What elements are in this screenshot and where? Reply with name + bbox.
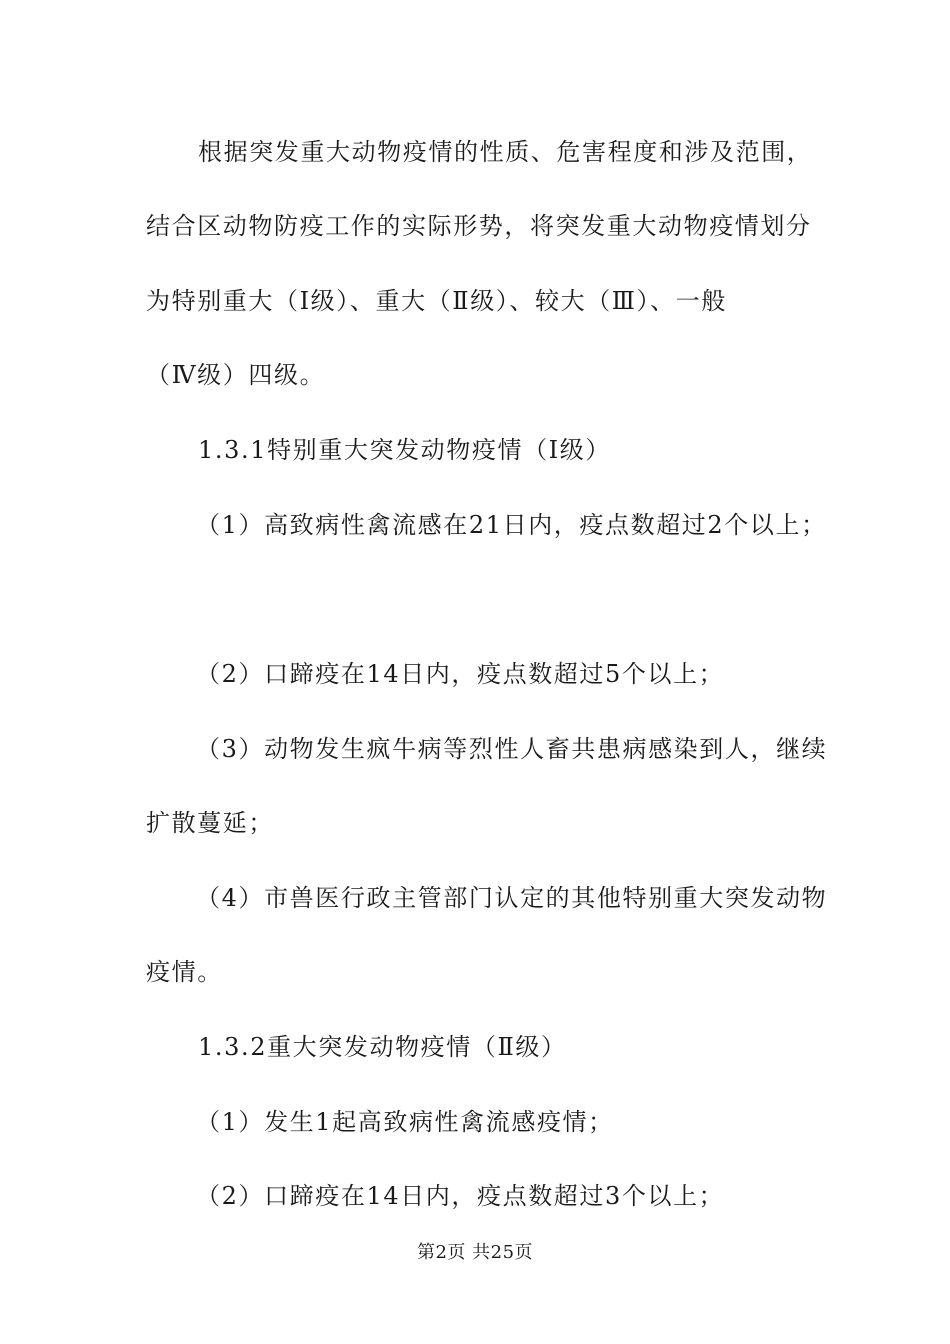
page-number-footer: 第2页 共25页 <box>416 1242 534 1263</box>
list-item: （2）口蹄疫在14日内，疫点数超过5个以上； <box>196 660 725 688</box>
list-item: （2）口蹄疫在14日内，疫点数超过3个以上； <box>196 1182 725 1210</box>
list-item-continuation: 扩散蔓延； <box>146 809 274 837</box>
section-heading: 1.3.2重大突发动物疫情（Ⅱ级） <box>198 1033 567 1061</box>
list-item: （1）发生1起高致病性禽流感疫情； <box>196 1108 614 1136</box>
list-item: （4）市兽医行政主管部门认定的其他特别重大突发动物 <box>196 884 828 912</box>
paragraph-line: （Ⅳ级）四级。 <box>146 361 326 389</box>
list-item: （3）动物发生疯牛病等烈性人畜共患病感染到人，继续 <box>196 735 828 763</box>
list-item-continuation: 疫情。 <box>146 958 223 986</box>
paragraph-line: 为特别重大（Ⅰ级）、重大（Ⅱ级）、较大（Ⅲ）、一般 <box>146 287 727 315</box>
list-item: （1）高致病性禽流感在21日内，疫点数超过2个以上； <box>196 511 827 539</box>
paragraph-line: 结合区动物防疫工作的实际形势，将突发重大动物疫情划分 <box>146 212 812 240</box>
paragraph-line: 根据突发重大动物疫情的性质、危害程度和涉及范围， <box>198 138 813 166</box>
section-heading: 1.3.1特别重大突发动物疫情（Ⅰ级） <box>198 436 611 464</box>
